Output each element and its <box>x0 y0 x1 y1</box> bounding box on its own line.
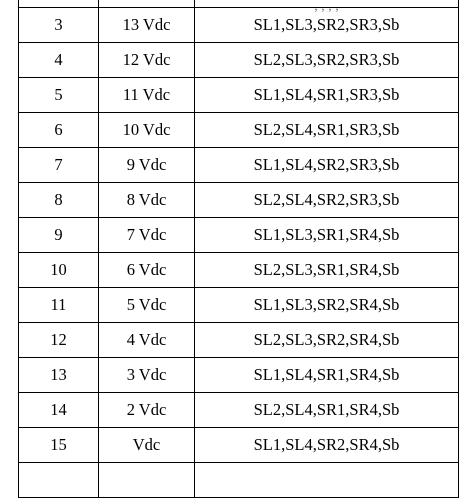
table-row <box>19 323 459 358</box>
cell-index <box>19 463 99 498</box>
cell-voltage: 3 Vdc <box>99 358 195 393</box>
switching-table-container <box>18 0 458 498</box>
table-row-partial-top <box>19 0 459 8</box>
table-row <box>19 113 459 148</box>
cell-switches: SL1,SL4,SR2,SR4,Sb <box>195 428 459 463</box>
cell-switches <box>195 0 459 14</box>
cell-voltage: 12 Vdc <box>99 43 195 78</box>
cell-switches: SL1,SL3,SR2,SR3,Sb <box>195 8 459 43</box>
cell-index: 14 <box>19 393 99 428</box>
cell-index: 9 <box>19 218 99 253</box>
table-body <box>19 0 459 498</box>
cell-switches: SL2,SL3,SR1,SR4,Sb <box>195 253 459 288</box>
cell-switches: SL1,SL4,SR1,SR4,Sb <box>195 358 459 393</box>
table-row <box>19 78 459 113</box>
cell-switches: SL1,SL4,SR2,SR3,Sb <box>195 148 459 183</box>
cell-index: 6 <box>19 113 99 148</box>
cell-voltage: 9 Vdc <box>99 148 195 183</box>
cell-voltage: Vdc <box>99 428 195 463</box>
cell-index: 13 <box>19 358 99 393</box>
cell-voltage: 11 Vdc <box>99 78 195 113</box>
cell-voltage <box>99 0 195 8</box>
cell-index: 3 <box>19 8 99 43</box>
cell-index: 15 <box>19 428 99 463</box>
table-row <box>19 253 459 288</box>
cell-index: 11 <box>19 288 99 323</box>
table-row <box>19 358 459 393</box>
cell-switches <box>195 463 459 498</box>
cell-index: 8 <box>19 183 99 218</box>
cell-voltage: 2 Vdc <box>99 393 195 428</box>
cell-index: 5 <box>19 78 99 113</box>
cell-voltage: 4 Vdc <box>99 323 195 358</box>
table-row <box>19 428 459 463</box>
cell-voltage <box>99 463 195 498</box>
cell-voltage: 13 Vdc <box>99 8 195 43</box>
cell-index: 4 <box>19 43 99 78</box>
cell-voltage: 5 Vdc <box>99 288 195 323</box>
cell-index: 7 <box>19 148 99 183</box>
cell-switches: SL1,SL3,SR2,SR4,Sb <box>195 288 459 323</box>
cell-switches: SL1,SL4,SR1,SR3,Sb <box>195 78 459 113</box>
table-row <box>19 43 459 78</box>
cell-index <box>19 0 99 8</box>
cell-switches: SL1,SL3,SR1,SR4,Sb <box>195 218 459 253</box>
cell-switches: SL2,SL3,SR2,SR3,Sb <box>195 43 459 78</box>
table-row <box>19 148 459 183</box>
cell-switches: SL2,SL4,SR2,SR3,Sb <box>195 183 459 218</box>
cell-switches: SL2,SL3,SR2,SR4,Sb <box>195 323 459 358</box>
cell-voltage: 6 Vdc <box>99 253 195 288</box>
table-row-partial-bottom <box>19 463 459 498</box>
switching-states-table <box>18 0 459 498</box>
table-row <box>19 288 459 323</box>
cell-voltage: 8 Vdc <box>99 183 195 218</box>
table-row <box>19 393 459 428</box>
cell-switches: SL2,SL4,SR1,SR3,Sb <box>195 113 459 148</box>
cell-voltage: 10 Vdc <box>99 113 195 148</box>
table-row <box>19 183 459 218</box>
cut-off-text: , , , , <box>314 0 339 14</box>
table-row <box>19 218 459 253</box>
cell-index: 10 <box>19 253 99 288</box>
table-row <box>19 8 459 43</box>
cell-switches: SL2,SL4,SR1,SR4,Sb <box>195 393 459 428</box>
cell-voltage: 7 Vdc <box>99 218 195 253</box>
cell-index: 12 <box>19 323 99 358</box>
